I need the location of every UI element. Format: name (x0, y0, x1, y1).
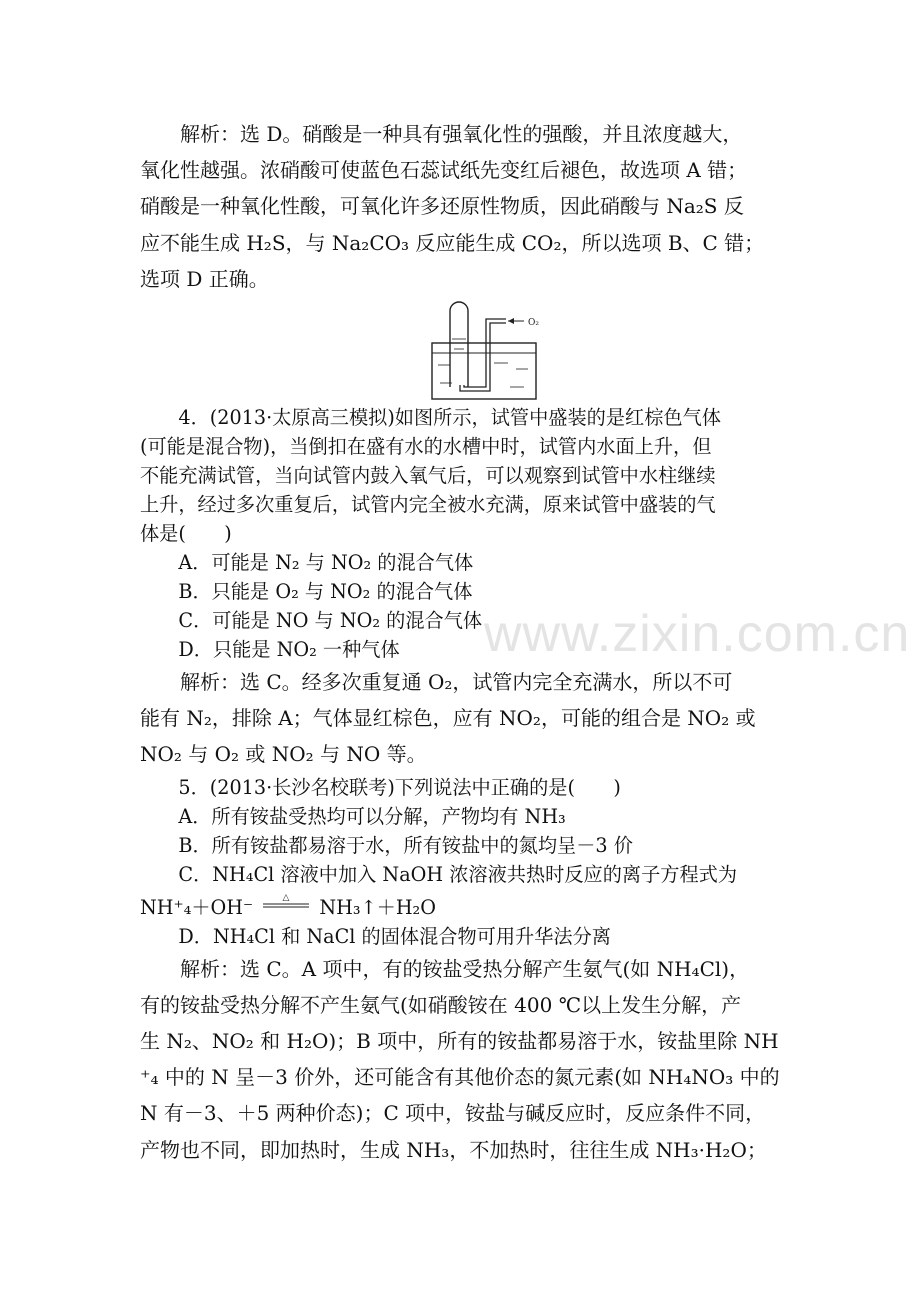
solution-line: 硝酸是一种氧化性酸，可氧化许多还原性物质，因此硝酸与 Na₂S 反 (140, 194, 744, 219)
solution-3 (140, 116, 782, 297)
option-a: A．所有铵盐受热均可以分解，产物均有 NH₃ (178, 804, 566, 828)
question-line: 5．(2013·长沙名校联考)下列说法中正确的是( ) (178, 775, 621, 799)
question-line: 体是( ) (140, 522, 232, 546)
solution-line: 应不能生成 H₂S，与 Na₂CO₃ 反应能生成 CO₂，所以选项 B、C 错； (140, 230, 765, 255)
solution-line: N 有－3、＋5 两种价态)；C 项中，铵盐与碱反应时，反应条件不同， (140, 1101, 766, 1126)
question-5 (140, 773, 782, 951)
watermark: www.zixin.com.cn (484, 605, 911, 663)
option-c: C．NH₄Cl 溶液中加入 NaOH 浓溶液共热时反应的离子方程式为 (178, 862, 738, 886)
option-b: B．所有铵盐都易溶于水，所有铵盐中的氮均呈－3 价 (178, 833, 633, 857)
option-a: A．可能是 N₂ 与 NO₂ 的混合气体 (178, 551, 474, 575)
solution-line: 解析：选 C。A 项中，有的铵盐受热分解产生氨气(如 NH₄Cl)， (180, 956, 750, 981)
solution-line: 有的铵盐受热分解不产生氨气(如硝酸铵在 400 ℃以上发生分解，产 (140, 992, 742, 1017)
solution-line: 生 N₂、NO₂ 和 H₂O)；B 项中，所有的铵盐都易溶于水，铵盐里除 NH (140, 1029, 779, 1054)
apparatus-figure (140, 299, 782, 403)
heat-condition: △ (282, 892, 290, 903)
solution-line: 氧化性越强。浓硝酸可使蓝色石蕊试纸先变红后褪色，故选项 A 错； (140, 158, 748, 183)
equation-sign (261, 889, 311, 918)
question-4 (140, 403, 782, 664)
option-b: B．只能是 O₂ 与 NO₂ 的混合气体 (178, 580, 473, 604)
inverted-test-tube-diagram (424, 299, 564, 403)
equation-left: NH⁺₄＋OH⁻ (140, 895, 254, 919)
solution-line: 能有 N₂，排除 A；气体显红棕色，应有 NO₂，可能的组合是 NO₂ 或 (140, 706, 756, 731)
option-c: C．可能是 NO 与 NO₂ 的混合气体 (178, 609, 483, 633)
ionic-equation (140, 889, 782, 922)
solution-line: 选项 D 正确。 (140, 266, 269, 291)
solution-4 (140, 664, 782, 773)
option-d: D．只能是 NO₂ 一种气体 (178, 638, 400, 662)
solution-line: 解析：选 C。经多次重复通 O₂，试管内完全充满水，所以不可 (180, 670, 733, 695)
solution-line: NO₂ 与 O₂ 或 NO₂ 与 NO 等。 (140, 742, 427, 767)
document-page (140, 116, 782, 1168)
solution-line: 产物也不同，即加热时，生成 NH₃，不加热时，往往生成 NH₃·H₂O； (140, 1137, 767, 1162)
question-line: 不能充满试管，当向试管内鼓入氧气后，可以观察到试管中水柱继续 (140, 464, 716, 488)
question-line: 4．(2013·太原高三模拟)如图所示，试管中盛装的是红棕色气体 (178, 406, 721, 430)
question-line: 上升，经过多次重复后，试管内完全被水充满，原来试管中盛装的气 (140, 493, 716, 517)
option-d: D．NH₄Cl 和 NaCl 的固体混合物可用升华法分离 (178, 924, 611, 948)
question-line: (可能是混合物)，当倒扣在盛有水的水槽中时，试管内水面上升，但 (140, 435, 712, 459)
solution-line: ⁺₄ 中的 N 呈－3 价外，还可能含有其他价态的氮元素(如 NH₄NO₃ 中的 (140, 1065, 780, 1090)
solution-line: 解析：选 D。硝酸是一种具有强氧化性的强酸，并且浓度越大， (180, 122, 743, 146)
solution-5 (140, 951, 782, 1168)
equation-right: NH₃↑＋H₂O (319, 895, 436, 919)
o2-label: O₂ (528, 318, 539, 329)
